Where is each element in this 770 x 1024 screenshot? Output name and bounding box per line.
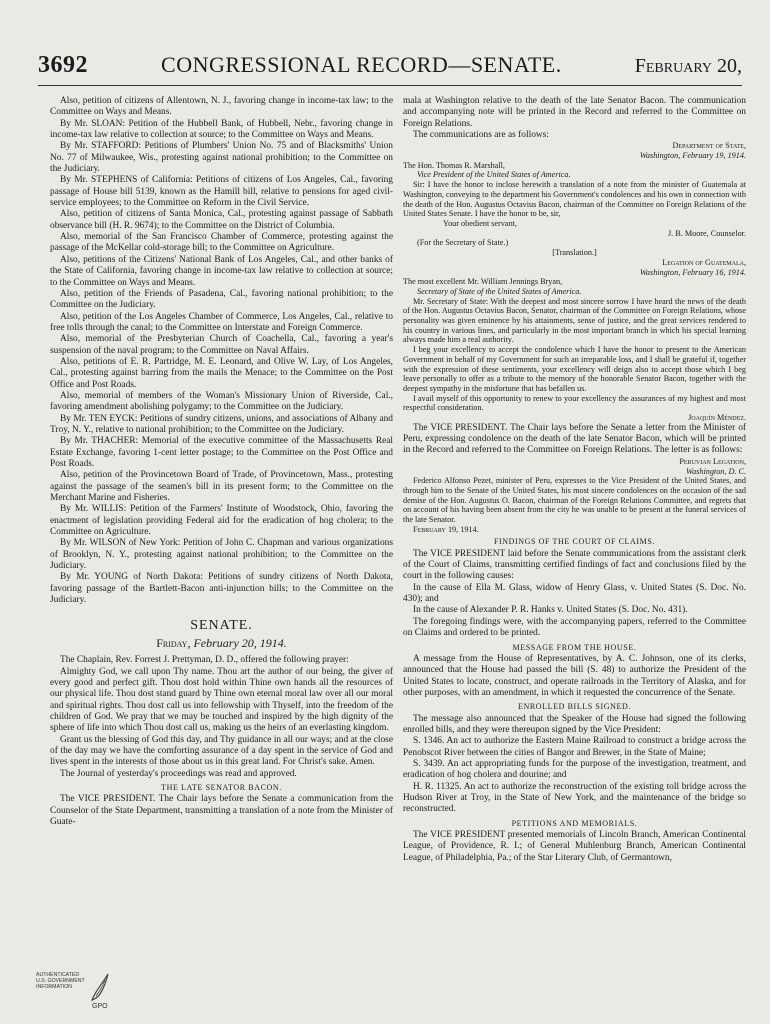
communications-intro: The communications are as follows: — [413, 130, 549, 141]
petition-entry: Also, memorial of members of the Woman's Missionary Union of Riverside, Cal., favoring amendment abolishing polygamy; to the Committee on the Judiciary. — [50, 390, 393, 413]
section-heading-claims: FINDINGS OF THE COURT OF CLAIMS. — [493, 537, 656, 547]
prayer-intro: The Chaplain, Rev. Forrest J. Prettyman, D. D., offered the following prayer: — [60, 655, 349, 666]
signer-mendez: Joaquín Méndez. — [688, 413, 746, 423]
addressee-bryan-title: Secretary of State of the United States of America. — [417, 286, 582, 296]
letter-state-dept: Sir: I have the honor to inclose herewith a translation of a note from the minister of Guatemala at Washington, conveying to the department his Government's condolences and his own in connection with the death of the Hon. Augustus Octavius Bacon, chairman of the Committee on Foreign Relations of the United States Senate. I have the honor to be, sir, — [403, 180, 746, 219]
letter-guatemala: I beg your excellency to accept the condolence which I have the honor to present to the American Government in behalf of my Government for such an irreparable loss, and I shall be grateful if, together with the expression of these sentiments, your excellency will deign also to accept those which I beg leave personally to offer as a tribute to the memory of the honorable Senator Bacon, together with the deepest sympathy in the misfortune that has befallen us. — [403, 345, 746, 393]
petition-entry: Also, petition of the Los Angeles Chamber of Commerce, Los Angeles, Cal., relative to free tolls through the canal; to the Committee on Interstate and Foreign Commerce. — [50, 311, 393, 333]
petition-entry: Also, petition of citizens of Santa Monica, Cal., protesting against passage of Sabbath observance bill (H. R. 9674); to the Committee on the District of Columbia. — [50, 209, 393, 231]
petition-entry: Also, memorial of the Presbyterian Church of Coachella, Cal., favoring a year's suspension of the naval program; to the Committee on Naval Affairs. — [50, 334, 393, 356]
gpo-authentication-mark — [36, 968, 116, 1014]
bacon-intro: The VICE PRESIDENT. The Chair lays before the Senate a communication from the Counselor of the State Department, transmitting a translation of a note from the Minister of Guate- — [50, 794, 393, 827]
petition-entry: By Mr. TEN EYCK: Petitions of sundry citizens, unions, and associations of Albany and Troy, N. Y., relative to national prohibition; to the Committee on the Judiciary. — [50, 413, 393, 435]
petition-entry: By Mr. WILSON of New York: Petition of John C. Chapman and various organizations of Brooklyn, N. Y., protesting against national prohibition; to the Committee on the Judiciary. — [50, 538, 393, 572]
gpo-eagle-icon — [88, 970, 110, 1004]
right-column — [403, 96, 746, 864]
petition-entry: By Mr. WILLIS: Petition of the Farmers' Institute of Woodstock, Ohio, favoring the enactment of legislation providing Federal aid for the eradication of hog cholera; to the Committee on Agriculture. — [50, 504, 393, 538]
legation-guatemala-date: Washington, February 16, 1914. — [639, 267, 746, 277]
translation-note: [Translation.] — [552, 248, 597, 258]
house-message: A message from the House of Representatives, by A. C. Johnson, one of its clerks, announced that the House had passed the bill (S. 48) to authorize the President of the United States to locate, construct, and operate railroads in the Territory of Alaska, and for other purposes, with an amendment, in which it requested the concurrence of the Senate. — [403, 653, 746, 698]
legation-guatemala: Legation of Guatemala, — [662, 257, 746, 267]
petition-entry: Also, petitions of the Citizens' National Bank of Los Angeles, Cal., and other banks of the State of California, favoring change in income-tax law relative to collection at source; to the Committee on Ways and Means. — [50, 254, 393, 288]
enrolled-bill: S. 1346. An act to authorize the Eastern Maine Railroad to construct a bridge across the Penobscot River between the cities of Bangor and Brewer, in the State of Maine; — [403, 736, 746, 758]
petition-entry: By Mr. THACHER: Memorial of the executive committee of the Massachusetts Real Estate Exchange, favoring 1-cent letter postage; to the Committee on the Post Office and Post Roads. — [50, 436, 393, 469]
page-date: February 20, — [634, 55, 742, 77]
house-petitions — [50, 96, 393, 606]
two-column-body — [50, 96, 746, 864]
session-day: Friday, — [156, 635, 191, 650]
section-heading-bacon: THE LATE SENATOR BACON. — [161, 782, 282, 792]
petition-entry: Also, petition of the Provincetown Board of Trade, of Provincetown, Mass., protesting against the passage of the seamen's bill in its present form; to the Committee on the Merchant Marine and Fisheries. — [50, 470, 393, 504]
petition-entry: Also, petitions of E. R. Partridge, M. E. Leonard, and Olive W. Lay, of Los Angeles, Cal., protesting against barring from the mails the Menace; to the Committee on the Post Office and Post Roads. — [50, 356, 393, 390]
section-heading-enrolled: ENROLLED BILLS SIGNED. — [518, 702, 631, 712]
claims-close: The foregoing findings were, with the accompanying papers, referred to the Committee on Claims and ordered to be printed. — [403, 616, 746, 639]
peruvian-legation: Peruvian Legation, — [679, 456, 746, 466]
claim-glass: In the cause of Ella M. Glass, widow of Henry Glass, v. United States (S. Doc. No. 430); and — [403, 582, 746, 605]
letter-guatemala: I avail myself of this opportunity to renew to your excellency the assurances of my highest and most respectful consideration. — [403, 393, 746, 413]
session-date — [50, 635, 393, 650]
continuation-text: mala at Washington relative to the death of the late Senator Bacon. The communication and accompanying note will be printed in the Record and referred to the Committee on Foreign Relations. — [403, 96, 746, 129]
left-column — [50, 96, 393, 864]
addressee-title: Vice President of the United States of America. — [417, 170, 571, 180]
petition-entry: Also, petition of citizens of Allentown, N. J., favoring change in income-tax law; to the Committee on Ways and Means. — [50, 96, 393, 118]
page-number: 3692 — [38, 52, 88, 78]
peruvian-legation-place: Washington, D. C. — [686, 466, 746, 476]
dept-state: Department of State, — [672, 141, 746, 151]
page-title: CONGRESSIONAL RECORD—SENATE. — [161, 52, 562, 77]
enrolled-bill: S. 3439. An act appropriating funds for the purpose of the investigation, treatment, and eradication of hog cholera and dourine; and — [403, 758, 746, 781]
petition-entry: By Mr. YOUNG of North Dakota: Petitions of sundry citizens of North Dakota, favoring passage of the Bartlett-Bacon anti-injunction bills; to the Committee on the Judiciary. — [50, 572, 393, 606]
claim-hanks: In the cause of Alexander P. R. Hanks v. United States (S. Doc. No. 431). — [413, 605, 688, 616]
prayer-paragraph: Grant us the blessing of God this day, and Thy guidance in all our ways; and at the close of the day may we have the comforting assurance of a day spent in the service of God and lives spent in the interests of those about us in this great land. For Christ's sake. Amen. — [50, 734, 393, 768]
signer-moore: J. B. Moore, Counselor. — [667, 228, 746, 238]
enrolled-intro: The message also announced that the Speaker of the House had signed the following enrolled bills, and they were thereupon signed by the Vice President: — [403, 713, 746, 735]
petition-entry: By Mr. SLOAN: Petition of the Hubbell Bank, of Hubbell, Nebr., favoring change in income-tax law relative to collection at source; to the Committee on Ways and Means. — [50, 118, 393, 141]
session-day-date: February 20, 1914. — [193, 635, 287, 650]
dept-date: Washington, February 19, 1914. — [639, 151, 746, 161]
senate-heading: SENATE. — [190, 618, 253, 634]
letter-guatemala: Mr. Secretary of State: With the deepest and most sincere sorrow I have heard the news of the death of the Hon. Augustus Octavius Bacon, Senator, chairman of the Committee on Foreign Relations, whose personality was given eminence by his attainments, sense of justice, and the great services rendered to his country in various lines, and particularly in the most important branch in which his special learning always made him a real authority. — [403, 296, 746, 345]
closing: Your obedient servant, — [443, 219, 517, 228]
letter-peru: Federico Alfonso Pezet, minister of Peru, expresses to the Vice President of the United States, and through him to the Senate of the United States, his most sincere condolences on the occasion of the sad demise of the Hon. Augustus O. Bacon, chairman of the Foreign Relations Committee, and regrets that on account of his having been absent from the city he was unable to be present at the funeral services of the late Senator. — [403, 476, 746, 525]
petition-entry: Also, memorial of the San Francisco Chamber of Commerce, protesting against the passage of the McKellar cold-storage bill; to the Committee on Agriculture. — [50, 232, 393, 254]
peru-intro: The VICE PRESIDENT. The Chair lays before the Senate a letter from the Minister of Peru, expressing condolence on the death of the late Senator Bacon, which will be printed in the Record and referred to the Committee on Foreign Relations. The letter is as follows: — [403, 422, 746, 456]
claims-intro: The VICE PRESIDENT laid before the Senate communications from the assistant clerk of the Court of Claims, transmitting certified findings of fact and conclusions filed by the court in the following causes: — [403, 548, 746, 582]
prayer-paragraph: Almighty God, we call upon Thy name. Thou art the author of our being, the giver of every good and perfect gift. Thou dost hold within Thine own hands all the resources of our physical life. Thou dost stand guard by Thine own eternal moral law over all our moral and spiritual rights. Thou dost call us into fellowship with Thyself, into the freedom of the children of God. We pray that we may be touched and inspired by the high dignity of the sphere of life into which Thou dost call us, making us the heirs of an everlasting kingdom. — [50, 666, 393, 734]
gpo-label: GPO — [92, 1003, 108, 1010]
addressee: The Hon. Thomas R. Marshall, — [403, 160, 505, 170]
journal-approved: The Journal of yesterday's proceedings was read and approved. — [60, 768, 297, 779]
section-heading-petitions: PETITIONS AND MEMORIALS. — [511, 818, 638, 828]
petitions-intro: The VICE PRESIDENT presented memorials of Lincoln Branch, American Continental League, of Providence, R. I.; of General Muhlenburg Branch, American Continental League, of Philadelphia, Pa.; of the Star Literary Club, of Germantown, — [403, 830, 746, 863]
petition-entry: By Mr. STEPHENS of California: Petitions of citizens of Los Angeles, Cal., favoring passage of House bill 5139, known as the Hamill bill, relative to pensions for aged civil-service employees; to the Committee on Reform in the Civil Service. — [50, 175, 393, 209]
enrolled-bill: H. R. 11325. An act to authorize the reconstruction of the existing toll bridge across the Hudson River at Troy, in the State of New York, and the maintenance of the bridge so reconstructed. — [403, 781, 746, 815]
letter-peru-date: February 19, 1914. — [413, 524, 479, 534]
gpo-authentication-text: AUTHENTICATED U.S. GOVERNMENT INFORMATION — [36, 972, 85, 990]
addressee-bryan: The most excellent Mr. William Jennings Bryan, — [403, 277, 563, 287]
for-secretary: (For the Secretary of State.) — [417, 238, 509, 248]
section-heading-house: MESSAGE FROM THE HOUSE. — [512, 642, 637, 652]
page-header — [38, 52, 742, 86]
petition-entry: Also, petition of the Friends of Pasadena, Cal., favoring national prohibition; to the Committee on the Judiciary. — [50, 288, 393, 311]
petition-entry: By Mr. STAFFORD: Petitions of Plumbers' Union No. 75 and of Blacksmiths' Union No. 77 of Milwaukee, Wis., protesting against national prohibition; to the Committee on the Judiciary. — [50, 141, 393, 175]
